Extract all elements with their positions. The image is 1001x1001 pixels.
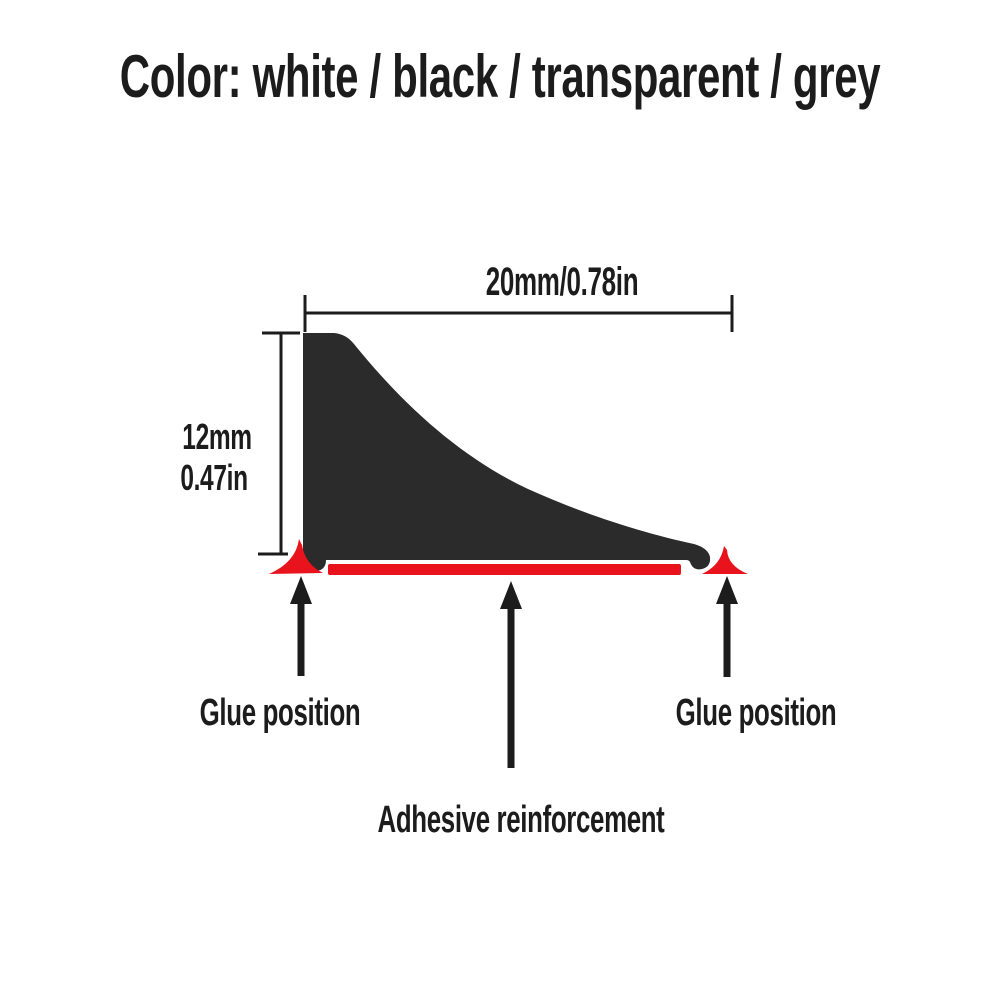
page-title: Color: white / black / transparent / grey: [119, 43, 881, 110]
glue-right-arrow: [716, 576, 738, 677]
width-dimension-label: 20mm/0.78in: [485, 260, 639, 304]
height-dimension-label-in: 0.47in: [180, 457, 248, 498]
glue-position-label-right: Glue position: [675, 692, 837, 734]
seal-body-shape: [303, 333, 710, 571]
adhesive-strip: [328, 564, 681, 575]
height-dimension-label-mm: 12mm: [182, 416, 252, 457]
adhesive-arrow: [500, 581, 522, 768]
adhesive-reinforcement-label: Adhesive reinforcement: [377, 799, 665, 841]
glue-left-arrow: [290, 576, 312, 676]
glue-position-label-left: Glue position: [199, 692, 361, 734]
height-dimension-line: [258, 333, 300, 554]
